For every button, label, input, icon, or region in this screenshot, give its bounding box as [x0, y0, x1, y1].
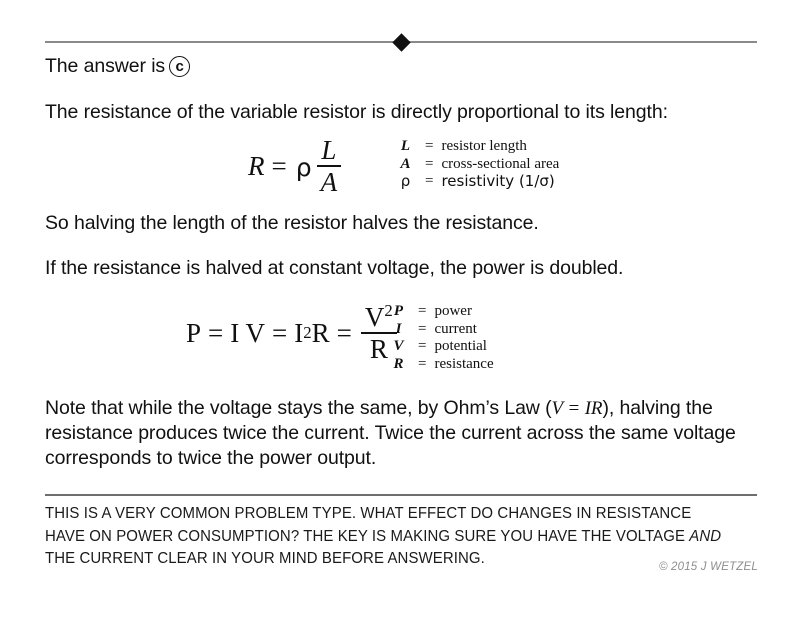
fraction-numerator: L	[321, 135, 337, 165]
resistance-equation	[248, 136, 343, 196]
copyright-notice: © 2015 J WETZEL	[658, 561, 758, 573]
rho-symbol: ρ	[295, 152, 312, 182]
power-i-term: I	[294, 317, 304, 348]
legend-symbol: L	[400, 138, 411, 154]
footer-note-part-a: THIS IS A VERY COMMON PROBLEM TYPE. WHAT EFFECT DO CHANGES IN RESISTANCE HAVE ON POWER CONSUMPTION? THE KEY IS MAKING SURE YOU HAVE THE VOLTAGE	[45, 505, 692, 545]
fraction-numerator-base: V	[364, 302, 385, 332]
legend-symbol: I	[395, 320, 402, 337]
legend-row	[396, 138, 559, 156]
legend-definition: resistivity (1/σ)	[441, 172, 555, 190]
power-r-term: R	[311, 317, 330, 348]
power-lhs: P	[186, 317, 202, 348]
top-divider	[45, 41, 757, 43]
legend-definition: cross-sectional area	[441, 155, 560, 172]
legend-row	[396, 173, 559, 191]
legend-row	[389, 303, 494, 321]
fraction-denominator: R	[369, 333, 388, 364]
legend-symbol: ρ	[400, 172, 411, 190]
legend-equals: =	[418, 320, 427, 337]
legend-equals: =	[425, 173, 434, 189]
legend-row	[396, 156, 559, 174]
answer-choice-badge: c	[169, 56, 190, 77]
length-over-area-fraction	[317, 136, 342, 196]
power-iv-term: I V	[230, 317, 266, 348]
legend-equals: =	[425, 155, 434, 172]
diamond-ornament-icon	[392, 33, 410, 51]
power-paragraph: If the resistance is halved at constant voltage, the power is doubled.	[45, 257, 624, 279]
power-equation-expression: P = I V = I 2 R = $\frac{V^2}{R}$	[186, 303, 399, 363]
legend-definition: resistance	[434, 355, 494, 372]
bottom-divider	[45, 494, 757, 496]
footer-note-part-b: THE CURRENT CLEAR IN YOUR MIND BEFORE ANSWERING.	[45, 550, 485, 567]
inline-ohms-law-equation: V = IR	[551, 398, 603, 419]
answer-line	[45, 55, 190, 78]
ohms-law-paragraph	[45, 396, 757, 471]
note-text-after: ), halving the resistance produces twice the current. Twice the current across the same voltage corresponds to twice the power output.	[45, 397, 736, 469]
fraction-numerator-exponent: 2	[384, 301, 393, 320]
halving-paragraph: So halving the length of the resistor halves the resistance.	[45, 212, 539, 234]
power-equals-3: =	[336, 317, 352, 348]
power-equals-2: =	[272, 317, 288, 348]
legend-row	[389, 338, 494, 356]
power-legend	[389, 303, 494, 373]
legend-equals: =	[418, 338, 427, 354]
resistance-legend	[396, 138, 559, 191]
power-equals-1: =	[208, 317, 224, 348]
legend-symbol: P	[393, 303, 404, 319]
legend-symbol: V	[393, 338, 404, 354]
legend-definition: current	[434, 320, 477, 337]
legend-row	[389, 356, 494, 374]
legend-row	[389, 321, 494, 339]
legend-equals: =	[425, 138, 434, 154]
footer-note	[45, 503, 730, 571]
resistance-equation-expression	[248, 136, 343, 196]
resistance-equals: =	[271, 150, 287, 181]
note-text-before: Note that while the voltage stays the same, by Ohm’s Law (	[45, 397, 552, 419]
answer-prefix-label: The answer is	[45, 55, 166, 77]
legend-symbol: R	[393, 355, 404, 372]
legend-definition: potential	[434, 338, 487, 354]
intro-paragraph: The resistance of the variable resistor is directly proportional to its length:	[45, 101, 668, 123]
resistance-lhs: R	[248, 150, 265, 181]
legend-equals: =	[418, 355, 427, 372]
legend-definition: resistor length	[441, 138, 527, 154]
footer-note-emphasis: AND	[689, 527, 722, 545]
legend-equals: =	[418, 303, 427, 319]
fraction-denominator: A	[320, 166, 338, 197]
legend-definition: power	[434, 303, 472, 319]
legend-symbol: A	[400, 155, 411, 172]
power-equation	[186, 303, 399, 363]
